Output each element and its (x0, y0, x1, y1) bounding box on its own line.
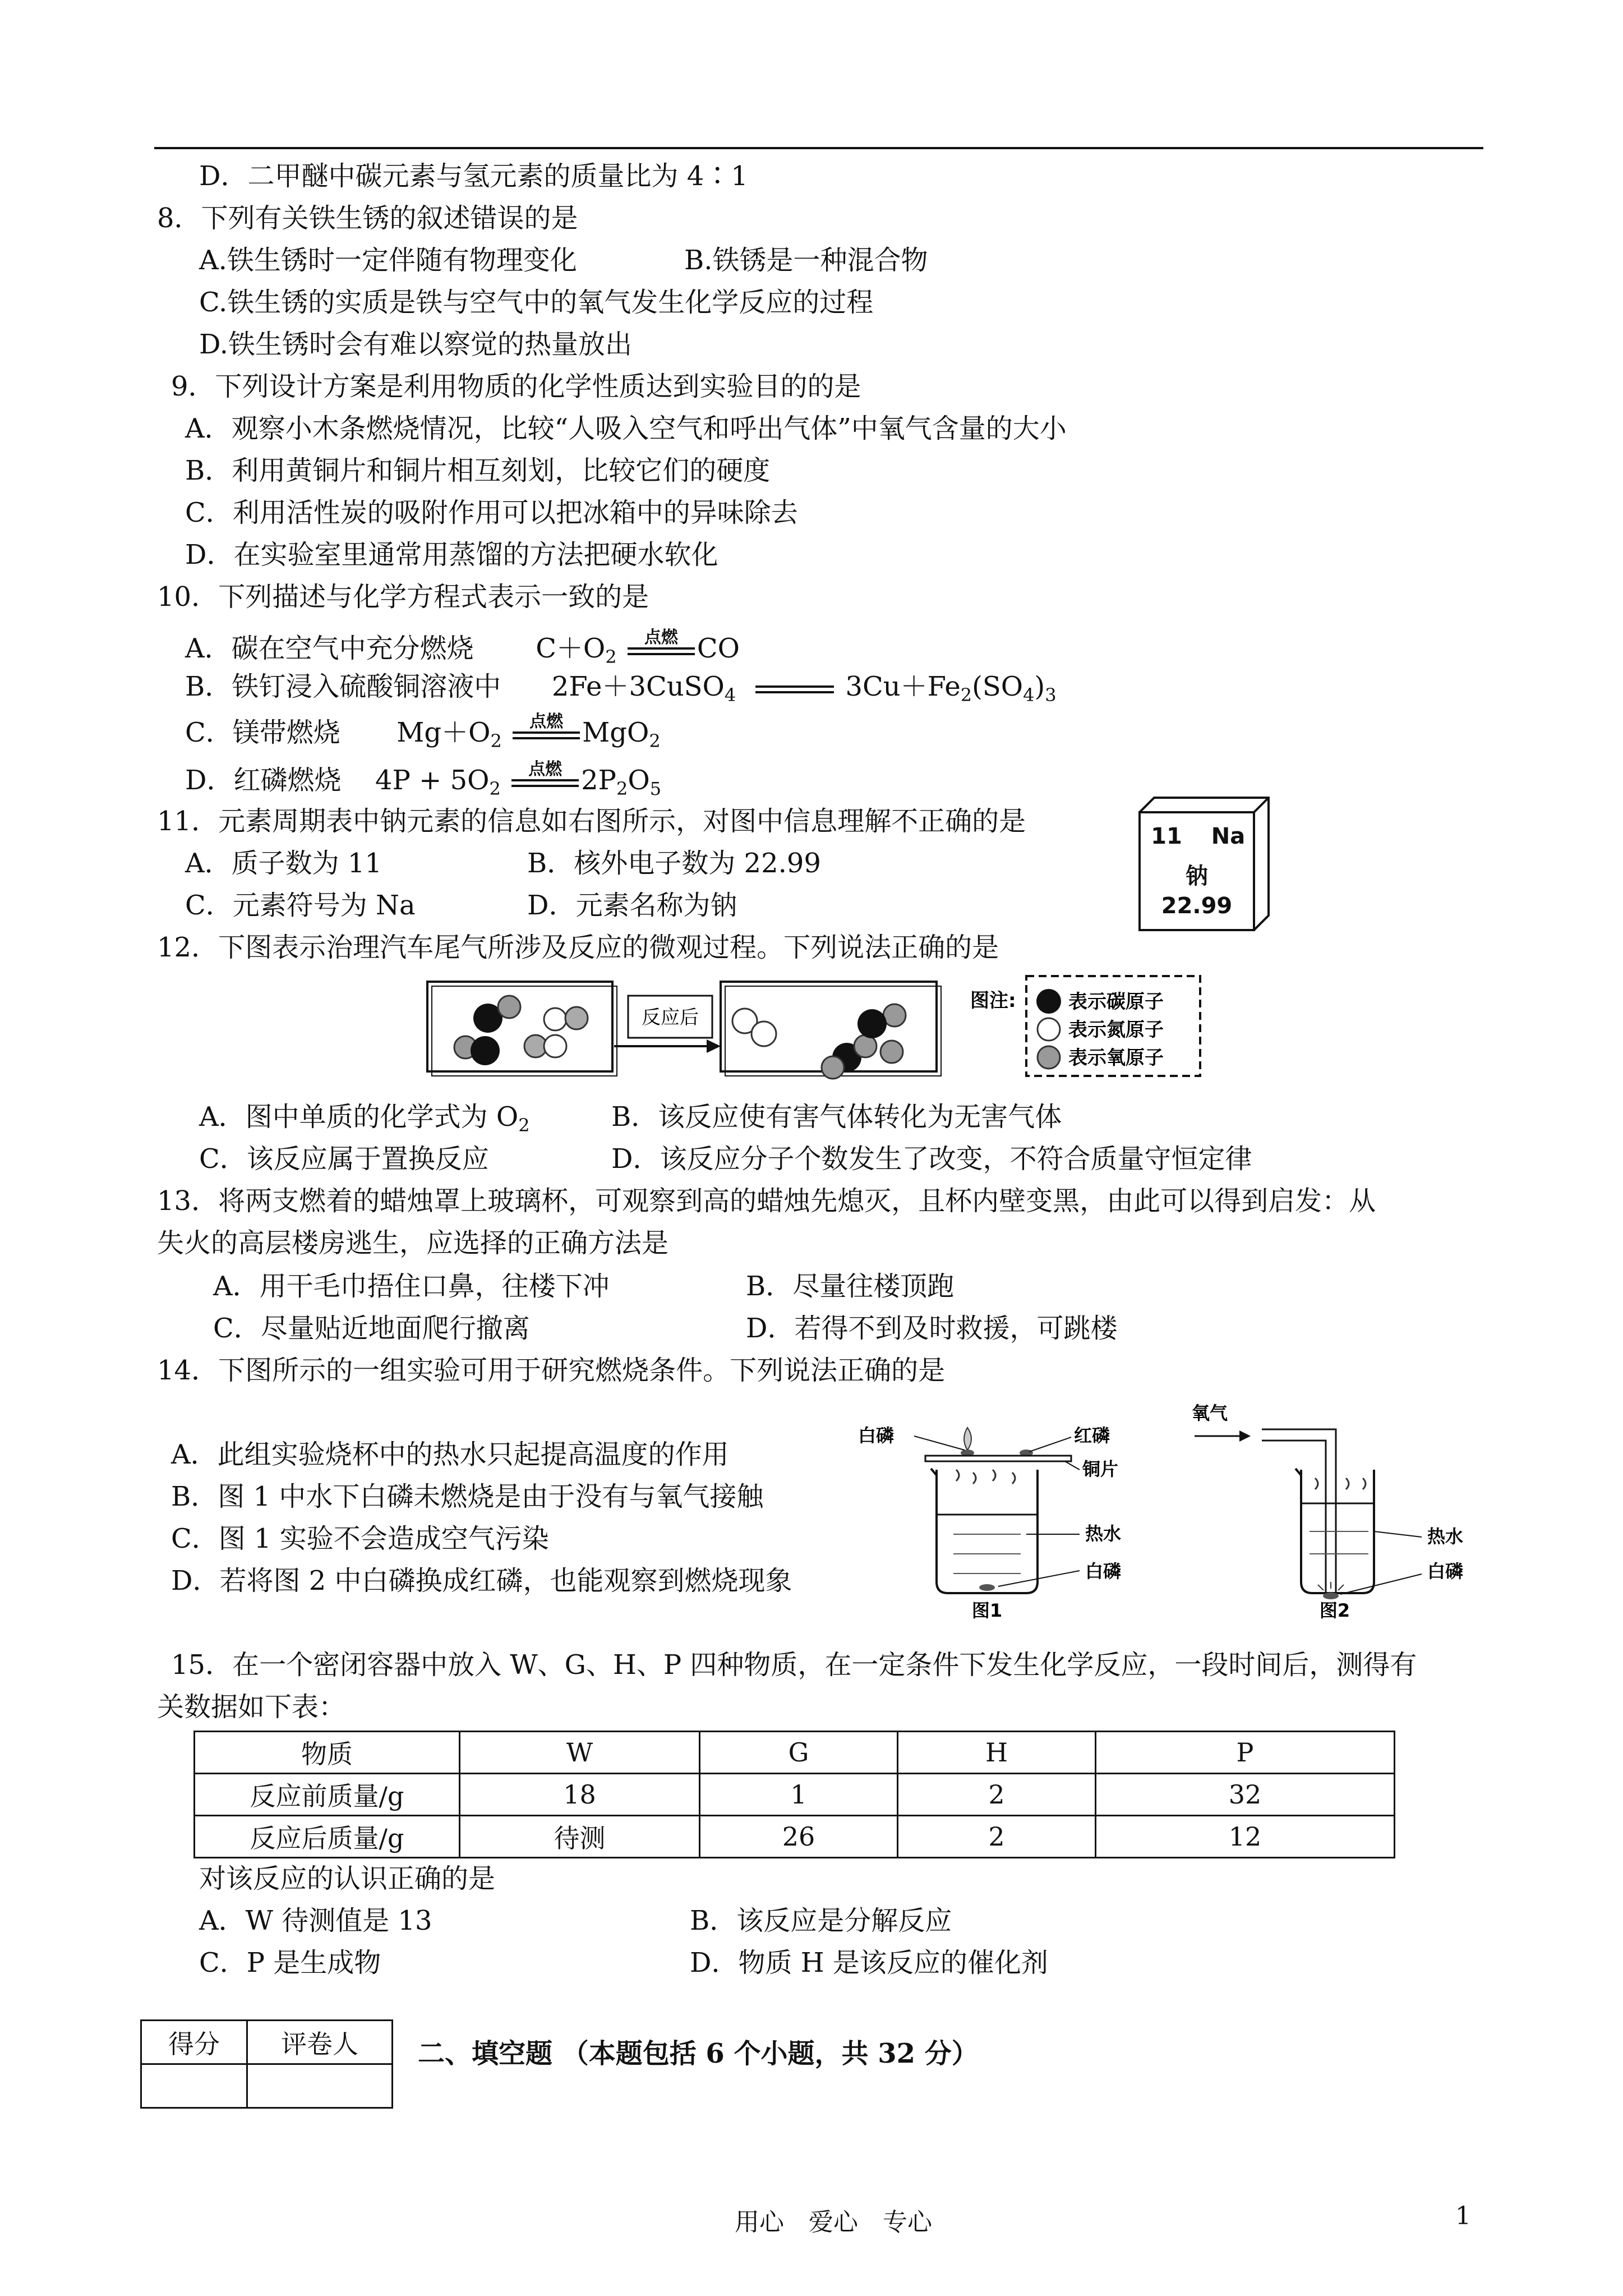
q12-option-d: D．该反应分子个数发生了改变，不符合质量守恒定律 (611, 1143, 1252, 1175)
q15-stem-line2: 关数据如下表： (157, 1691, 346, 1723)
grader-label: 评卷人 (247, 2021, 393, 2064)
section-2-heading: 二、填空题 （本题包括 6 个小题，共 32 分） (418, 2038, 979, 2069)
q10-option-c (185, 711, 661, 758)
subscript: 2 (605, 646, 617, 668)
q10-c-lhs: Mg＋O (396, 717, 491, 748)
table-cell: 18 (460, 1774, 700, 1816)
q10-b-lhs: 2Fe＋3CuSO (551, 671, 725, 702)
score-label: 得分 (141, 2021, 247, 2064)
q9-option-a: A．观察小木条燃烧情况，比较“人吸入空气和呼出气体”中氧气含量的大小 (185, 413, 1067, 444)
q10-stem: 10．下列描述与化学方程式表示一致的是 (157, 581, 649, 613)
q10-option-a (185, 627, 740, 674)
q8-option-b: B.铁锈是一种混合物 (684, 245, 928, 276)
fig2-white-p-label: 白磷 (1427, 1561, 1464, 1582)
table-cell: 2 (898, 1816, 1096, 1858)
q10-b-equals-sign (755, 678, 834, 700)
arrow-label: 反应后 (642, 1006, 699, 1029)
q13-option-a: A．用干毛巾捂住口鼻，往楼下冲 (213, 1271, 610, 1302)
q8-option-d: D.铁生锈时会有难以察觉的热量放出 (199, 329, 633, 360)
subscript: 3 (1045, 684, 1057, 706)
q13-stem-line1: 13．将两支燃着的蜡烛罩上玻璃杯，可观察到高的蜡烛先熄灭，且杯内壁变黑，由此可以得到启发：从 (157, 1185, 1376, 1217)
q13-option-c: C．尽量贴近地面爬行撤离 (213, 1313, 530, 1344)
fig2-caption: 图2 (1319, 1600, 1350, 1621)
carbon-atom-icon (1036, 989, 1061, 1014)
q10-b-rhs-part: (SO (972, 671, 1023, 702)
q9-stem: 9．下列设计方案是利用物质的化学性质达到实验目的的是 (171, 371, 861, 402)
q10-option-b (185, 669, 1057, 712)
q12-stem: 12．下图表示治理汽车尾气所涉及反应的微观过程。下列说法正确的是 (157, 932, 999, 963)
legend-nitrogen: 表示氮原子 (1068, 1019, 1164, 1041)
q15-stem-line1: 15．在一个密闭容器中放入 W、G、H、P 四种物质，在一定条件下发生化学反应，一段时间后，测得有 (171, 1649, 1417, 1681)
fig1-white-p-label: 白磷 (858, 1425, 895, 1446)
atomic-number: 11 (1151, 823, 1182, 849)
legend-oxygen: 表示氧原子 (1068, 1047, 1164, 1069)
condition-label: 点燃 (528, 759, 562, 779)
fig2-hot-water-label: 热水 (1427, 1526, 1464, 1547)
q7-option-d: D．二甲醚中碳元素与氢元素的质量比为 4∶1 (199, 160, 748, 192)
legend-title: 图注: (970, 990, 1016, 1012)
condition-label: 点燃 (644, 627, 678, 647)
q12-option-b: B．该反应使有害气体转化为无害气体 (611, 1101, 1062, 1133)
q10-d-rhs: 2P (581, 765, 616, 796)
fig1-hot-water-label: 热水 (1085, 1523, 1122, 1544)
score-field[interactable] (141, 2064, 247, 2108)
q11-option-b: B．核外电子数为 22.99 (527, 848, 821, 879)
element-symbol: Na (1211, 823, 1246, 849)
subscript: 4 (1023, 684, 1035, 706)
table-cell: 26 (700, 1816, 898, 1858)
fig2-oxygen-label: 氧气 (1192, 1402, 1228, 1424)
subscript: 2 (489, 778, 501, 799)
table-cell: 12 (1096, 1816, 1395, 1858)
subscript: 2 (649, 730, 661, 752)
q11-option-c: C．元素符号为 Na (185, 890, 416, 921)
score-box (140, 2019, 393, 2109)
subscript: 2 (518, 1115, 530, 1136)
table-header-cell: 物质 (195, 1732, 460, 1774)
sodium-element-card (1138, 797, 1251, 931)
table-cell: 反应前质量/g (195, 1774, 460, 1816)
q15-option-d: D．物质 H 是该反应的催化剂 (690, 1947, 1048, 1978)
table-header-cell: H (898, 1732, 1096, 1774)
q14-option-c: C．图 1 实验不会造成空气污染 (171, 1523, 549, 1554)
footer-motto: 用心 爱心 专心 (735, 2208, 932, 2237)
condition-label: 点燃 (529, 711, 564, 731)
table-cell: 反应后质量/g (195, 1816, 460, 1858)
q10-d-lhs: 4P + 5O (375, 765, 490, 796)
mass-data-table (193, 1731, 1395, 1858)
q11-stem: 11．元素周期表中钠元素的信息如右图所示，对图中信息理解不正确的是 (157, 806, 1026, 837)
table-header-row (195, 1732, 1395, 1774)
table-header-cell: W (460, 1732, 700, 1774)
q10-a-desc: A．碳在空气中充分燃烧 (185, 633, 474, 664)
element-name: 钠 (1186, 863, 1208, 889)
q10-a-lhs: C＋O (536, 633, 606, 664)
fig1-copper-label: 铜片 (1082, 1458, 1119, 1480)
subscript: 4 (724, 684, 736, 706)
q11-option-a: A．质子数为 11 (185, 848, 382, 879)
q13-option-b: B．尽量往楼顶跑 (746, 1271, 955, 1302)
q10-c-rhs: MgO (582, 717, 649, 748)
table-cell: 32 (1096, 1774, 1395, 1816)
q11-option-d: D．元素名称为钠 (527, 890, 737, 921)
table-cell: 1 (700, 1774, 898, 1816)
q10-b-rhs-part: ) (1034, 671, 1045, 702)
q14-option-a: A．此组实验烧杯中的热水只起提高温度的作用 (171, 1439, 729, 1470)
q15-option-c: C．P 是生成物 (199, 1947, 381, 1978)
table-header-cell: G (700, 1732, 898, 1774)
q14-option-b: B．图 1 中水下白磷未燃烧是由于没有与氧气接触 (171, 1481, 764, 1512)
q8-option-c: C.铁生锈的实质是铁与空气中的氧气发生化学反应的过程 (199, 287, 874, 318)
nitrogen-atom-icon (1038, 1018, 1060, 1041)
q10-b-desc: B．铁钉浸入硫酸铜溶液中 (185, 671, 501, 702)
q12-option-c: C．该反应属于置换反应 (199, 1143, 489, 1175)
grader-field[interactable] (247, 2064, 393, 2108)
figure-2-beaker (1189, 1397, 1481, 1621)
q10-c-equals-sign (513, 711, 580, 746)
table-header-cell: P (1096, 1732, 1395, 1774)
q10-option-d (185, 759, 662, 806)
q10-a-equals-sign (628, 627, 695, 662)
legend-carbon: 表示碳原子 (1068, 991, 1164, 1013)
table-cell: 待测 (460, 1816, 700, 1858)
subscript: 2 (960, 684, 972, 706)
figure-1-beaker (858, 1397, 1228, 1621)
q15-option-a: A．W 待测值是 13 (199, 1905, 432, 1936)
fig1-red-p-label: 红磷 (1074, 1425, 1110, 1446)
header-rule (154, 147, 1483, 149)
q9-option-d: D．在实验室里通常用蒸馏的方法把硬水软化 (185, 539, 718, 570)
fig1-caption: 图1 (971, 1600, 1003, 1621)
q10-d-desc: D．红磷燃烧 (185, 765, 342, 796)
q10-b-rhs: 3Cu＋Fe (845, 671, 961, 702)
q10-a-rhs: CO (697, 633, 740, 664)
q15-option-b: B．该反应是分解反应 (690, 1905, 952, 1936)
subscript: 2 (490, 730, 502, 752)
oxygen-atom-icon (1038, 1046, 1060, 1069)
q14-option-d: D．若将图 2 中白磷换成红磷，也能观察到燃烧现象 (171, 1565, 792, 1596)
reaction-diagram (421, 973, 1206, 1085)
q9-option-c: C．利用活性炭的吸附作用可以把冰箱中的异味除去 (185, 497, 798, 528)
table-row (195, 1816, 1395, 1858)
fig1-white-p2-label: 白磷 (1085, 1561, 1122, 1582)
q13-option-d: D．若得不到及时救援，可跳楼 (746, 1313, 1118, 1344)
q8-option-a: A.铁生锈时一定伴随有物理变化 (199, 245, 577, 276)
table-cell: 2 (898, 1774, 1096, 1816)
subscript: 2 (616, 778, 628, 799)
q9-option-b: B．利用黄铜片和铜片相互刻划，比较它们的硬度 (185, 455, 771, 486)
atomic-mass: 22.99 (1161, 893, 1233, 919)
q10-d-equals-sign (511, 759, 579, 794)
q12-option-a (199, 1099, 530, 1143)
page-number: 1 (1455, 2202, 1471, 2230)
q8-stem: 8．下列有关铁生锈的叙述错误的是 (157, 203, 578, 234)
q10-d-rhs-part: O (628, 765, 650, 796)
q15-prompt: 对该反应的认识正确的是 (199, 1863, 496, 1894)
q14-stem: 14．下图所示的一组实验可用于研究燃烧条件。下列说法正确的是 (157, 1355, 946, 1386)
q10-c-desc: C．镁带燃烧 (185, 717, 340, 748)
q13-stem-line2: 失火的高层楼房逃生，应选择的正确方法是 (157, 1227, 669, 1259)
table-row (195, 1774, 1395, 1816)
subscript: 5 (649, 778, 662, 799)
q12-a-text: A．图中单质的化学式为 O (199, 1101, 519, 1133)
